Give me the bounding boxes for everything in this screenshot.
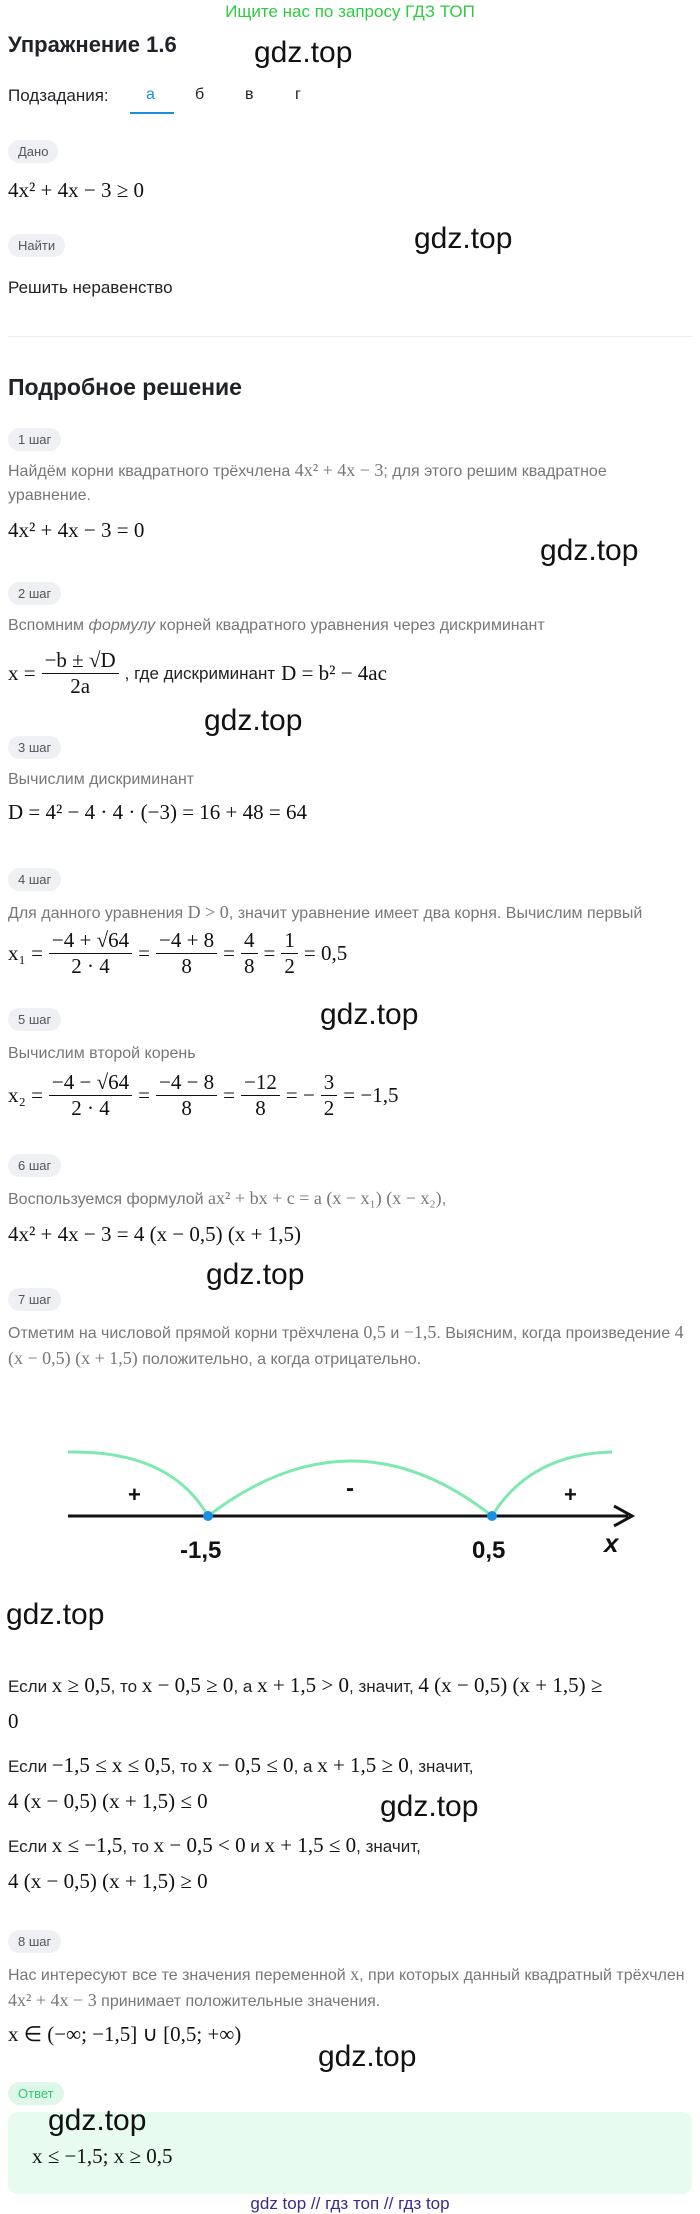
find-text: Решить неравенство <box>8 278 173 297</box>
bottom-banner[interactable]: gdz top // гдз топ // гдз top <box>250 2194 450 2213</box>
active-tab-indicator <box>130 112 174 114</box>
tick-label-right: 0,5 <box>472 1537 506 1564</box>
watermark: gdz.top <box>320 998 419 1031</box>
watermark: gdz.top <box>318 2040 417 2073</box>
root-1-expression: x₁ = $\frac{-4 + √64}{2 \cdot 4}$ = $\frac{-4 + 8}{8}$ = $\frac{4}{8}$ = $\frac{1}{2}$ = 0,5 <box>8 928 348 978</box>
step-4-text: Для данного уравнения D > 0, значит уравнение имеет два корня. Вычислим первый <box>8 902 643 922</box>
step-5-text: Вычислим второй корень <box>8 1045 196 1062</box>
sign-minus: - <box>346 1475 354 1502</box>
root-2-expression: x₂ = $\frac{-4 - √64}{2 \cdot 4}$ = $\frac{-4 - 8}{8}$ = $\frac{-12}{8}$ = − $\frac{3}{2}$ = −1,5 <box>8 1070 399 1120</box>
solution-title: Подробное решение <box>8 374 242 400</box>
step-7-text: Отметим на числовой прямой корни трёхчлена 0,5 и −1,5. Выясним, когда произведение 4 (x − 0,5) (x + 1,5) положительно, а когда отрицательно. <box>8 1322 684 1368</box>
solution-set: x ∈ (−∞; −1,5] ∪ [0,5; +∞) <box>8 2022 242 2046</box>
case-3: Если x ≤ −1,5, то x − 0,5 < 0 и x + 1,5 ≤ 0, значит, 4 (x − 0,5) (x + 1,5) ≥ 0 <box>8 1833 421 1893</box>
sign-plus-right: + <box>564 1482 577 1507</box>
step-4-badge: 4 шаг <box>8 868 61 891</box>
root-point-left <box>203 1511 213 1521</box>
step-5-badge: 5 шаг <box>8 1008 61 1031</box>
discriminant-expression: D = 4² − 4 · 4 · (−3) = 16 + 48 = 64 <box>8 800 307 824</box>
tab-g[interactable]: г <box>295 86 301 103</box>
find-badge: Найти <box>8 234 65 257</box>
page-title: Упражнение 1.6 <box>8 32 177 57</box>
step-2-text: Вспомним формулу корней квадратного уравнения через дискриминант <box>8 617 545 634</box>
step-1-expression: 4x² + 4x − 3 = 0 <box>8 518 145 542</box>
answer-badge: Ответ <box>8 2082 64 2105</box>
answer-expression: x ≤ −1,5; x ≥ 0,5 <box>32 2144 173 2168</box>
divider <box>8 336 692 337</box>
given-badge: Дано <box>8 140 58 163</box>
watermark: gdz.top <box>6 1598 105 1631</box>
watermark: gdz.top <box>206 1258 305 1291</box>
tab-v[interactable]: в <box>245 86 254 103</box>
root-point-right <box>487 1511 497 1521</box>
number-line <box>0 1440 700 1570</box>
sign-arc-right <box>492 1452 612 1516</box>
step-3-badge: 3 шаг <box>8 736 61 759</box>
tab-b[interactable]: б <box>195 86 205 103</box>
watermark: gdz.top <box>540 534 639 567</box>
step-3-text: Вычислим дискриминант <box>8 771 195 788</box>
step-1-badge: 1 шаг <box>8 428 61 451</box>
quadratic-formula: x = $\frac{-b \pm √D}{2a}$ , где дискриминант D = b² − 4ac <box>8 648 387 698</box>
step-6-text: Воспользуемся формулой ax² + bx + c = a (x − x₁) (x − x₂), <box>8 1188 447 1208</box>
tick-label-left: -1,5 <box>180 1537 222 1564</box>
case-2: Если −1,5 ≤ x ≤ 0,5, то x − 0,5 ≤ 0, а x + 1,5 ≥ 0, значит, 4 (x − 0,5) (x + 1,5) ≤ 0 <box>8 1753 474 1813</box>
watermark: gdz.top <box>254 36 353 69</box>
top-banner[interactable]: Ищите нас по запросу ГДЗ ТОП <box>225 2 475 21</box>
watermark: gdz.top <box>48 2104 147 2137</box>
subtasks-label: Подзадания: <box>8 86 109 105</box>
case-1: Если x ≥ 0,5, то x − 0,5 ≥ 0, а x + 1,5 > 0, значит, 4 (x − 0,5) (x + 1,5) ≥ 0 <box>8 1673 603 1733</box>
watermark: gdz.top <box>414 222 513 255</box>
step-6-badge: 6 шаг <box>8 1154 61 1177</box>
step-7-badge: 7 шаг <box>8 1288 61 1311</box>
step-2-badge: 2 шаг <box>8 582 61 605</box>
watermark: gdz.top <box>204 704 303 737</box>
given-expression: 4x² + 4x − 3 ≥ 0 <box>8 178 145 202</box>
step-8-text: Нас интересуют все те значения переменной x, при которых данный квадратный трёхчлен 4x² + 4x − 3 принимает положительные значения. <box>8 1964 685 2010</box>
watermark: gdz.top <box>380 1790 479 1823</box>
step-1-text: Найдём корни квадратного трёхчлена 4x² + 4x − 3; для этого решим квадратное уравнение. <box>8 460 607 504</box>
step-8-badge: 8 шаг <box>8 1930 61 1953</box>
factored-expression: 4x² + 4x − 3 = 4 (x − 0,5) (x + 1,5) <box>8 1222 301 1246</box>
tab-a[interactable]: а <box>146 86 155 103</box>
axis-label: x <box>604 1528 619 1558</box>
sign-plus-left: + <box>128 1482 141 1507</box>
